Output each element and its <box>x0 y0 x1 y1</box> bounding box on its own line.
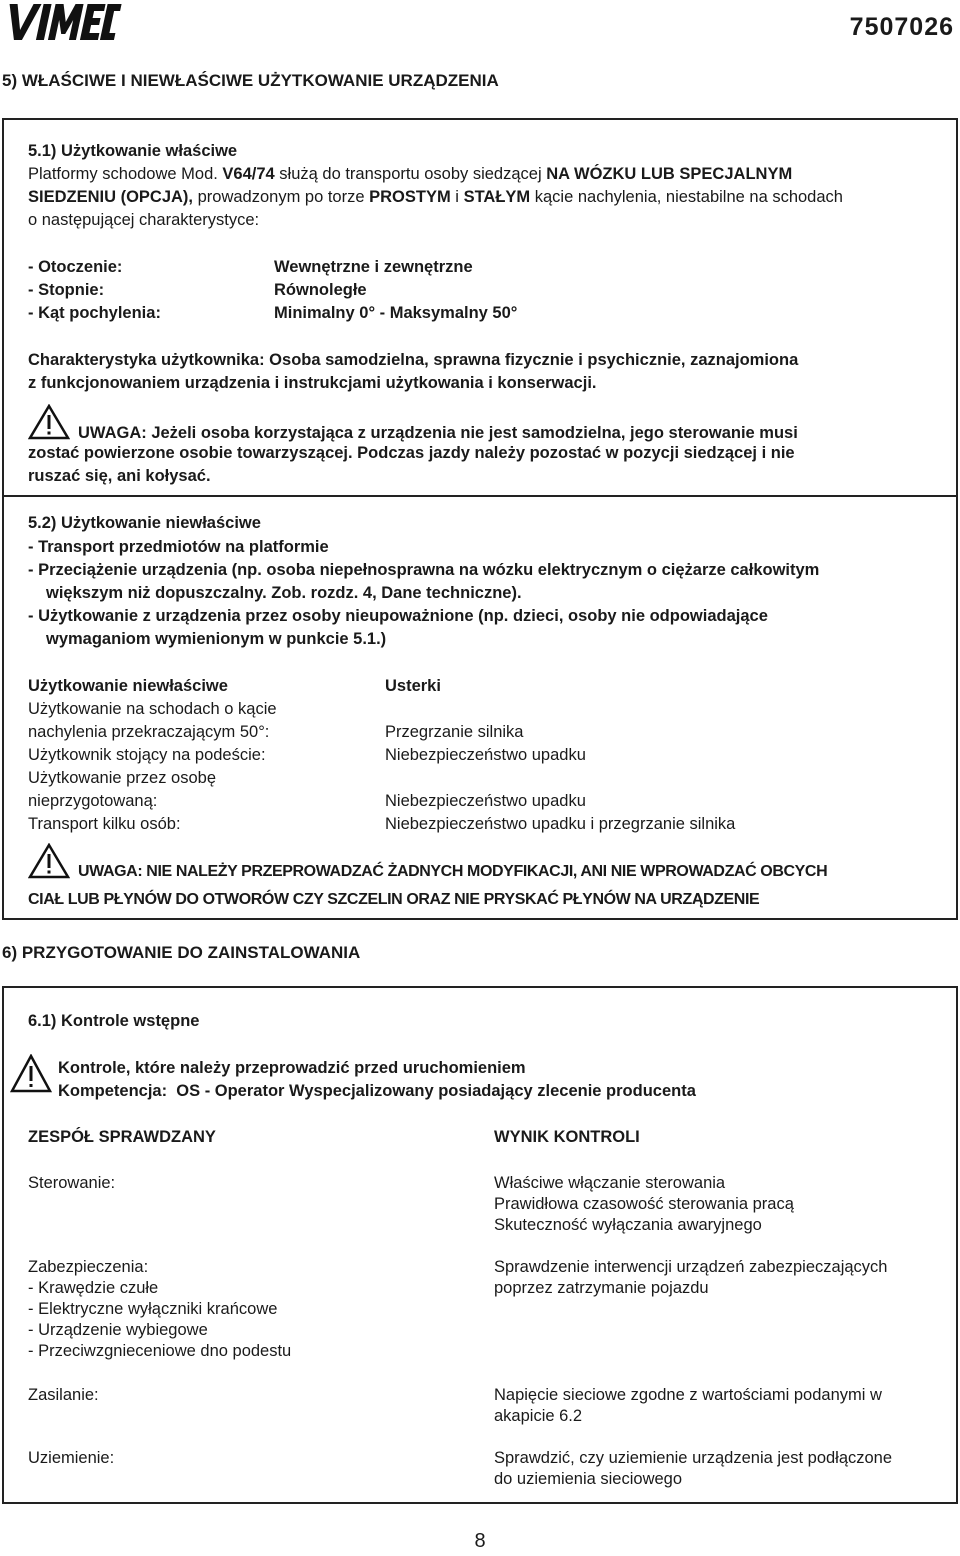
misuse-table-left-cell: Użytkownik stojący na podeście: <box>28 746 266 764</box>
warning-1-line-3: ruszać się, ani kołysać. <box>28 467 211 485</box>
misuse-item: - Przeciążenie urządzenia (np. osoba niepełnosprawna na wózku elektrycznym o ciężarze całkowitym <box>28 561 820 579</box>
check-result: Sprawdzić, czy uziemienie urządzenia jest podłączone <box>494 1449 893 1467</box>
misuse-table-head-left: Użytkowanie niewłaściwe <box>28 677 228 695</box>
check-result: Sprawdzenie interwencji urządzeń zabezpieczających <box>494 1258 888 1276</box>
check-col-left-header: ZESPÓŁ SPRAWDZANY <box>28 1128 216 1146</box>
misuse-item: większym niż dopuszczalny. Zob. rozdz. 4, Dane techniczne). <box>46 584 522 602</box>
warning-triangle-icon <box>28 843 70 879</box>
misuse-table-right-cell: Niebezpieczeństwo upadku <box>385 746 586 764</box>
misuse-item: - Użytkowanie z urządzenia przez osoby nieupoważnione (np. dzieci, osoby nie odpowiadające <box>28 607 768 625</box>
subsection-5-2-title: 5.2) Użytkowanie niewłaściwe <box>28 514 261 532</box>
spec-value: Równoległe <box>274 281 367 299</box>
misuse-item: wymaganiom wymienionym w punkcie 5.1.) <box>46 630 387 648</box>
check-result: akapicie 6.2 <box>494 1407 583 1425</box>
warning-triangle-icon <box>10 1054 52 1094</box>
intro-line-2: SIEDZENIU (OPCJA), prowadzonym po torze PROSTYM i STAŁYM kącie nachylenia, niestabilne na schodach <box>28 188 843 206</box>
section-6-title: 6) PRZYGOTOWANIE DO ZAINSTALOWANIA <box>2 943 361 962</box>
check-item: - Urządzenie wybiegowe <box>28 1321 208 1339</box>
warning-1-line-2: zostać powierzone osobie towarzyszącej. Podczas jazdy należy pozostać w pozycji siedzącej i nie <box>28 444 795 462</box>
check-item: Zabezpieczenia: <box>28 1258 149 1276</box>
vimec-logo <box>2 2 122 42</box>
misuse-table-right-cell: Niebezpieczeństwo upadku i przegrzanie silnika <box>385 815 736 833</box>
warning-triangle-icon <box>28 404 70 440</box>
check-item: Sterowanie: <box>28 1174 116 1192</box>
check-item: - Przeciwzgnieceniowe dno podestu <box>28 1342 292 1360</box>
check-warning-line-1: Kontrole, które należy przeprowadzić przed uruchomieniem <box>58 1059 526 1077</box>
check-item: - Krawędzie czułe <box>28 1279 159 1297</box>
spec-value: Wewnętrzne i zewnętrzne <box>274 258 473 276</box>
misuse-table-left-cell: Transport kilku osób: <box>28 815 181 833</box>
user-characteristics-line-1: Charakterystyka użytkownika: Osoba samodzielna, sprawna fizycznie i psychicznie, zaznajomiona <box>28 351 799 369</box>
warning-1-line-1: UWAGA: Jeżeli osoba korzystająca z urządzenia nie jest samodzielna, jego sterowanie musi <box>78 424 798 442</box>
intro-line-3: o następującej charakterystyce: <box>28 211 260 229</box>
check-result: Prawidłowa czasowość sterowania pracą <box>494 1195 794 1213</box>
intro-line-1: Platformy schodowe Mod. V64/74 służą do transportu osoby siedzącej NA WÓZKU LUB SPECJALNYM <box>28 165 793 183</box>
misuse-table-left-cell: nieprzygotowaną: <box>28 792 158 810</box>
spec-label: - Kąt pochylenia: <box>28 304 161 322</box>
subsection-6-1-title: 6.1) Kontrole wstępne <box>28 1012 200 1030</box>
misuse-table-left-cell: Użytkowanie na schodach o kącie <box>28 700 277 718</box>
check-result: do uziemienia sieciowego <box>494 1470 683 1488</box>
check-result: Skuteczność wyłączania awaryjnego <box>494 1216 762 1234</box>
document-number: 7507026 <box>849 13 954 41</box>
check-result: Napięcie sieciowe zgodne z wartościami podanymi w <box>494 1386 882 1404</box>
page-number: 8 <box>474 1530 486 1552</box>
warning-2-line-1: UWAGA: NIE NALEŻY PRZEPROWADZAĆ ŻADNYCH MODYFIKACJI, ANI NIE WPROWADZAĆ OBCYCH <box>78 863 828 880</box>
misuse-table-left-cell: Użytkowanie przez osobę <box>28 769 217 787</box>
check-warning-line-2: Kompetencja: OS - Operator Wyspecjalizowany posiadający zlecenie producenta <box>58 1082 696 1100</box>
check-item: Uziemienie: <box>28 1449 115 1467</box>
spec-label: - Stopnie: <box>28 281 105 299</box>
misuse-table-right-cell: Niebezpieczeństwo upadku <box>385 792 586 810</box>
misuse-table-left-cell: nachylenia przekraczającym 50°: <box>28 723 270 741</box>
subsection-5-1-title: 5.1) Użytkowanie właściwe <box>28 142 238 160</box>
check-result: Właściwe włączanie sterowania <box>494 1174 726 1192</box>
spec-value: Minimalny 0° - Maksymalny 50° <box>274 304 518 322</box>
warning-2-line-2: CIAŁ LUB PŁYNÓW DO OTWORÓW CZY SZCZELIN ORAZ NIE PRYSKAĆ PŁYNÓW NA URZĄDZENIE <box>28 891 760 908</box>
check-item: Zasilanie: <box>28 1386 99 1404</box>
check-item: - Elektryczne wyłączniki krańcowe <box>28 1300 278 1318</box>
user-characteristics-line-2: z funkcjonowaniem urządzenia i instrukcjami użytkowania i konserwacji. <box>28 374 597 392</box>
section-divider <box>2 495 958 497</box>
misuse-table-right-cell: Przegrzanie silnika <box>385 723 524 741</box>
check-col-right-header: WYNIK KONTROLI <box>494 1128 640 1146</box>
section-5-title: 5) WŁAŚCIWE I NIEWŁAŚCIWE UŻYTKOWANIE URZĄDZENIA <box>2 71 499 90</box>
check-result: poprzez zatrzymanie pojazdu <box>494 1279 709 1297</box>
misuse-item: - Transport przedmiotów na platformie <box>28 538 329 556</box>
spec-label: - Otoczenie: <box>28 258 123 276</box>
misuse-table-head-right: Usterki <box>385 677 441 695</box>
